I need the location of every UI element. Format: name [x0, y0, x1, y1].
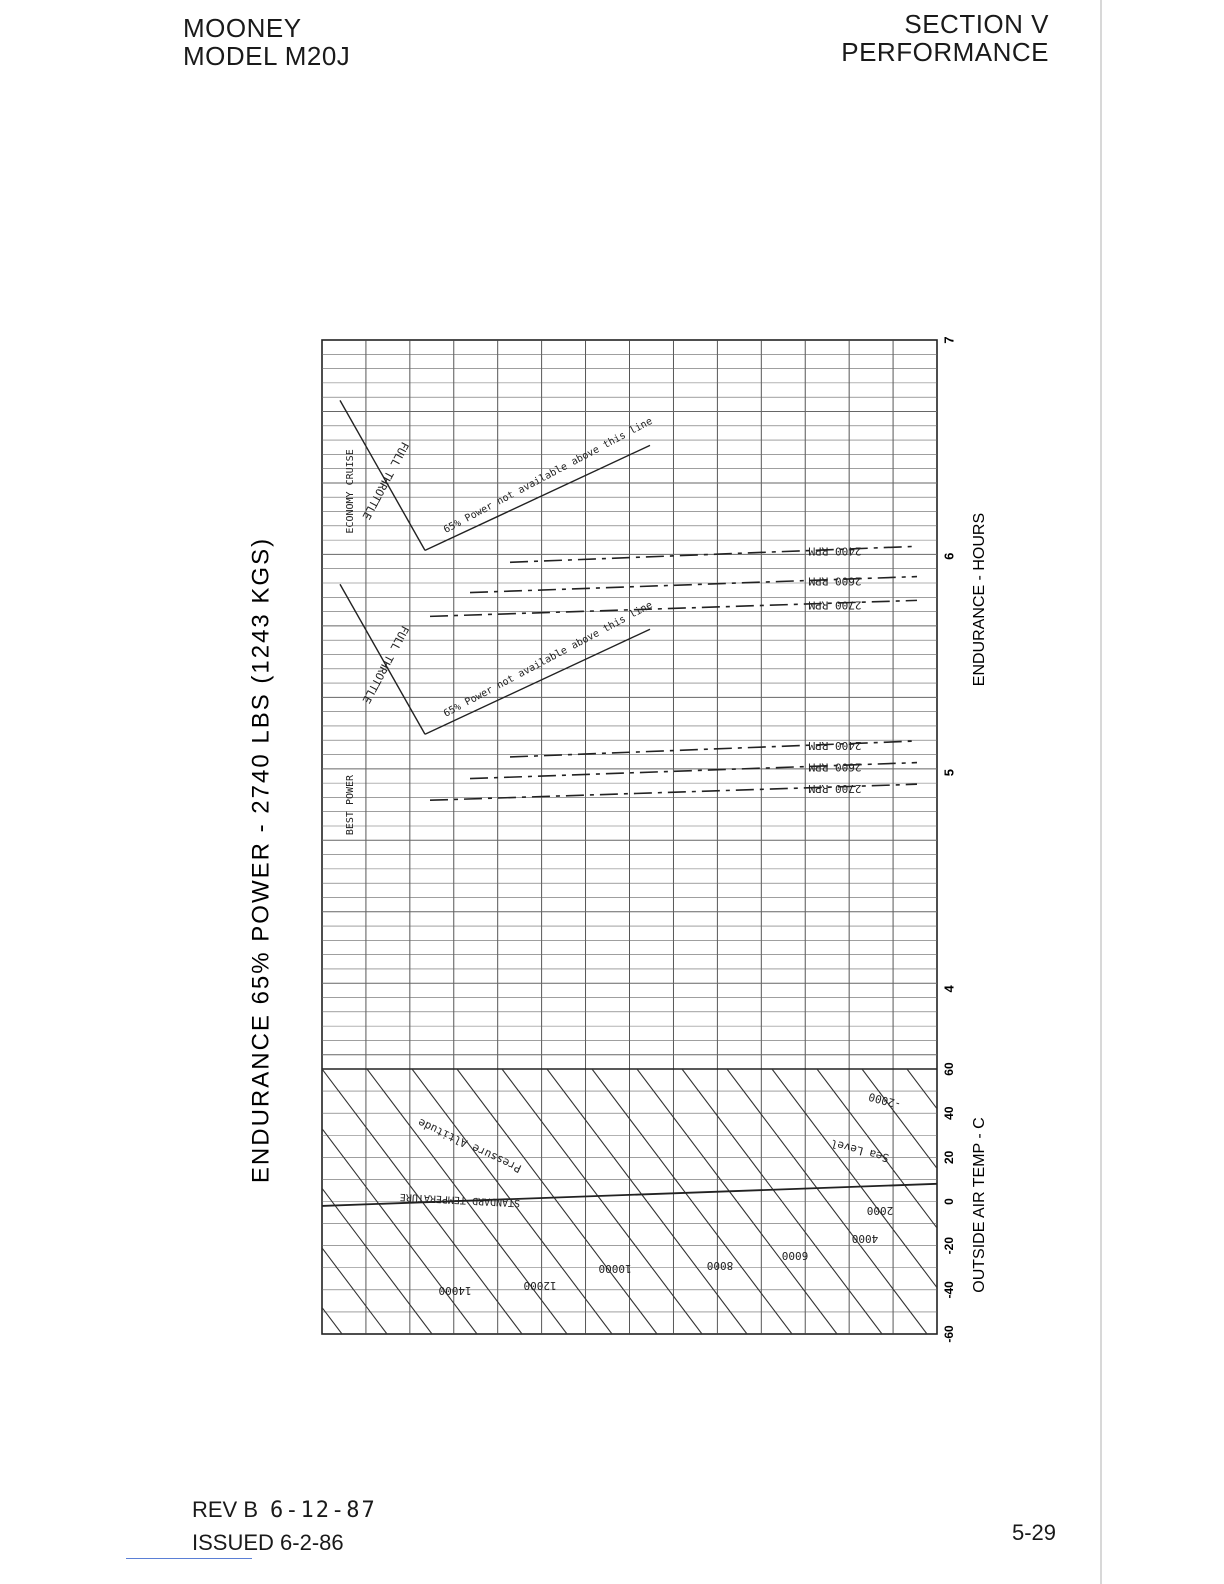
full-throttle-label: FULL THROTTLE — [359, 623, 412, 706]
rpm-label: 2700 RPM — [808, 782, 862, 796]
section-subtitle: PERFORMANCE — [841, 37, 1049, 67]
power-limit-line — [425, 445, 650, 550]
rpm-label: 2400 RPM — [808, 544, 862, 558]
page-number: 5-29 — [1012, 1520, 1057, 1545]
pressure-altitude-line — [997, 1069, 1197, 1334]
altitude-label: Sea Level — [829, 1136, 891, 1165]
rpm-label: 2600 RPM — [808, 574, 862, 588]
pressure-altitude-line — [142, 1069, 342, 1334]
standard-temperature-label: STANDARD TEMPERATURE — [399, 1190, 521, 1209]
power-limit-label: 65% Power not available above this line — [441, 599, 655, 720]
altitude-label: 8000 — [706, 1259, 734, 1272]
group-label: ECONOMY CRUISE — [345, 449, 356, 534]
pressure-altitude-label: Pressure Altitude — [416, 1115, 524, 1176]
revision-line — [192, 1494, 377, 1527]
temperature-tick-label: -40 — [942, 1281, 957, 1299]
rpm-label: 2400 RPM — [808, 738, 862, 752]
footer-rule — [126, 1558, 252, 1559]
endurance-axis-title: ENDURANCE - HOURS — [971, 512, 989, 687]
revision-label: REV B — [192, 1497, 259, 1522]
power-limit-label: 65% Power not available above this line — [441, 415, 655, 536]
altitude-label: -2000 — [867, 1089, 903, 1112]
revision-date: 6-12-87 — [270, 1498, 377, 1523]
temperature-tick-label: -20 — [942, 1236, 957, 1255]
model: MODEL M20J — [183, 41, 351, 71]
group-label: BEST POWER — [345, 774, 356, 836]
endurance-tick-label: 7 — [941, 336, 957, 344]
endurance-tick-label: 5 — [941, 768, 957, 777]
temperature-axis-title: OUTSIDE AIR TEMP - C — [971, 1117, 989, 1293]
altitude-label: 12000 — [523, 1279, 557, 1292]
altitude-label: 10000 — [598, 1262, 632, 1275]
endurance-tick-label: 4 — [941, 985, 957, 993]
altitude-label: 2000 — [866, 1204, 894, 1217]
temperature-tick-label: 40 — [942, 1106, 957, 1120]
temperature-tick-label: -60 — [942, 1325, 957, 1343]
section-title: SECTION V — [904, 9, 1049, 39]
altitude-label: 4000 — [851, 1232, 879, 1245]
endurance-tick-label: 6 — [941, 552, 957, 560]
issued-date: ISSUED 6-2-86 — [192, 1530, 344, 1555]
footer-left — [192, 1494, 377, 1559]
temperature-tick-label: 0 — [942, 1198, 957, 1205]
rpm-label: 2700 RPM — [808, 598, 862, 612]
manufacturer: MOONEY — [183, 13, 302, 43]
power-limit-line — [425, 629, 650, 734]
full-throttle-label: FULL THROTTLE — [359, 439, 412, 522]
temperature-tick-label: 60 — [942, 1062, 957, 1076]
altitude-label: 14000 — [438, 1284, 472, 1297]
rpm-label: 2600 RPM — [808, 760, 862, 774]
chart-title: ENDURANCE 65% POWER - 2740 LBS (1243 KGS) — [247, 536, 275, 1184]
temperature-tick-label: 20 — [942, 1150, 957, 1165]
altitude-label: 6000 — [781, 1249, 809, 1262]
